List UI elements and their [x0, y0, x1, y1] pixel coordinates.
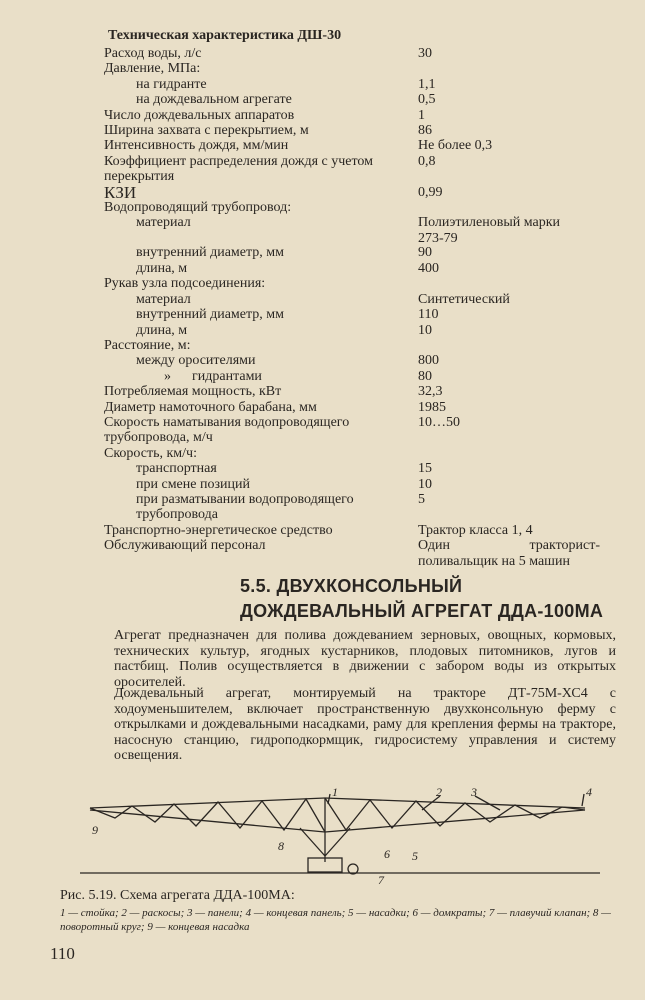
- figure-label: 6: [384, 847, 390, 861]
- spec-row: [104, 276, 624, 291]
- paragraph-text: Агрегат предназначен для полива дождеванием зерновых, овощных, кормовых, технических культур, ягодных кустарников, плодовых питомников, лугов и пастбищ. Полив осуществляется в движении с забором воды из открытых оросителей.: [114, 628, 616, 690]
- spec-value: 0,99: [418, 184, 443, 200]
- spec-value: 1,1: [418, 76, 436, 92]
- spec-value: 5: [418, 491, 425, 507]
- leader-1: [328, 794, 330, 804]
- spec-table: [104, 46, 624, 569]
- spec-value: Трактор класса 1, 4: [418, 522, 533, 538]
- spec-label: Скорость, км/ч:: [104, 445, 197, 461]
- truss-diagonals-left: [90, 799, 325, 832]
- truss-top-chord-left: [90, 798, 325, 808]
- spec-title: Техническая характеристика ДШ-30: [108, 28, 342, 43]
- spec-row: [104, 61, 624, 76]
- spec-label: Расход воды, л/с: [104, 46, 202, 61]
- spec-row: [104, 200, 624, 215]
- spec-label: Рукав узла подсоединения:: [104, 276, 266, 292]
- figure-label: 4: [586, 786, 592, 799]
- spec-row: [104, 384, 624, 399]
- spec-row: [104, 415, 624, 446]
- spec-value: 1985: [418, 399, 446, 415]
- leader-3: [475, 796, 500, 810]
- spec-label: длина, м: [136, 322, 188, 338]
- paragraph: [86, 628, 616, 690]
- spec-label: транспортная: [136, 461, 217, 477]
- spec-label: Ширина захвата с перекрытием, м: [104, 123, 309, 139]
- figure-label: 8: [278, 839, 284, 853]
- spec-label: Коэффициент распределения дождя с учетом перекрытия: [104, 153, 374, 185]
- spec-row: [104, 369, 624, 384]
- figure-caption: Рис. 5.19. Схема агрегата ДДА-100МА:: [60, 888, 295, 903]
- spec-row: [104, 323, 624, 338]
- spec-value: 10…50: [418, 414, 460, 430]
- spec-row: [104, 353, 624, 368]
- spec-value: 800: [418, 353, 439, 369]
- spec-label: на гидранте: [136, 76, 207, 92]
- spec-value: Синтетический: [418, 291, 510, 307]
- spec-row: [104, 245, 624, 260]
- spec-value: 30: [418, 46, 432, 61]
- figure-label: 1: [332, 786, 338, 799]
- spec-row: [104, 123, 624, 138]
- figure-label: 2: [436, 786, 442, 799]
- spec-value: 0,5: [418, 92, 436, 108]
- spec-label: внутренний диаметр, мм: [136, 307, 284, 323]
- spec-label: материал: [136, 215, 191, 231]
- figure-label: 9: [92, 823, 98, 837]
- figure-label: 7: [378, 873, 384, 886]
- figure-label: 3: [471, 786, 477, 799]
- section-heading: 5.5. ДВУХКОНСОЛЬНЫЙ ДОЖДЕВАЛЬНЫЙ АГРЕГАТ ДДА-100МА: [240, 576, 604, 621]
- spec-row: [104, 523, 624, 538]
- spec-value: Не более 0,3: [418, 138, 493, 154]
- spec-value: 10: [418, 476, 432, 492]
- spec-value: 86: [418, 123, 432, 139]
- figure-truss-diagram: [70, 786, 610, 886]
- spec-row: [104, 138, 624, 153]
- spec-value: 1: [418, 107, 425, 123]
- spec-label: Диаметр намоточного барабана, мм: [104, 399, 317, 415]
- spec-label: Потребляемая мощность, кВт: [104, 384, 282, 400]
- spec-row: [104, 292, 624, 307]
- spec-row: [104, 492, 624, 523]
- spec-row: [104, 338, 624, 353]
- spec-label: внутренний диаметр, мм: [136, 245, 284, 261]
- spec-label: длина, м: [136, 260, 188, 276]
- figure-label: 5: [412, 849, 418, 863]
- spec-label: Скорость наматывания водопроводящего трубопровода, м/ч: [104, 414, 350, 446]
- spec-row: [104, 261, 624, 276]
- page-number: 110: [50, 944, 75, 963]
- spec-row: [104, 154, 624, 185]
- spec-value: 110: [418, 307, 439, 323]
- paragraph-text: Дождевальный агрегат, монтируемый на тракторе ДТ-75М-ХС4 с ходоуменьшителем, включает пространственную двухконсольную ферму с открылками и дождевальными насадками, раму для крепления фермы на тракторе, насосную станцию, гидроподкормщик, гидросистему управления и систему освещения.: [114, 686, 616, 764]
- spec-label: Водопроводящий трубопровод:: [104, 200, 292, 216]
- spec-label: материал: [136, 291, 191, 307]
- spec-label: Транспортно-энергетическое средство: [104, 522, 333, 538]
- spec-value: 80: [418, 368, 432, 384]
- spec-value: 90: [418, 245, 432, 261]
- spec-value: 32,3: [418, 384, 443, 400]
- spec-value: 400: [418, 260, 439, 276]
- leader-4: [582, 794, 584, 806]
- spec-value: Полиэтиленовый марки 273-79: [418, 215, 560, 246]
- spec-label: при разматывании водопроводящего трубопровода: [136, 491, 354, 523]
- spec-row: [104, 92, 624, 107]
- spec-label: между оросителями: [136, 353, 256, 369]
- spec-row: [104, 215, 624, 245]
- spec-label: Интенсивность дождя, мм/мин: [104, 138, 289, 154]
- spec-label: КЗИ: [104, 182, 137, 202]
- spec-value: 10: [418, 322, 432, 338]
- spec-row: [104, 77, 624, 92]
- spec-label: Расстояние, м:: [104, 337, 191, 353]
- spec-label: » гидрантами: [164, 368, 262, 384]
- spec-value: Один тракторист-поливальщик на 5 машин: [418, 538, 600, 569]
- spec-label: Давление, МПа:: [104, 61, 201, 77]
- spec-row: [104, 46, 624, 61]
- spec-row: [104, 461, 624, 476]
- spec-label: Обслуживающий персонал: [104, 538, 266, 554]
- spec-row: [104, 446, 624, 461]
- paragraph: [86, 686, 616, 764]
- spec-row: [104, 538, 624, 569]
- truss-bottom-chord-right: [325, 810, 585, 832]
- spec-row: [104, 400, 624, 415]
- spec-row: [104, 182, 624, 202]
- spec-row: [104, 477, 624, 492]
- spec-value: 0,8: [418, 153, 436, 169]
- spec-label: Число дождевальных аппаратов: [104, 107, 295, 123]
- figure-legend: 1 — стойка; 2 — раскосы; 3 — панели; 4 — концевая панель; 5 — насадки; 6 — домкраты; 7 — плавучий клапан; 8 — поворотный круг; 9 — концевая насадка: [60, 907, 611, 933]
- spec-row: [104, 108, 624, 123]
- spec-value: 15: [418, 461, 432, 477]
- spec-label: на дождевальном агрегате: [136, 92, 292, 108]
- spec-label: при смене позиций: [136, 476, 250, 492]
- spec-row: [104, 307, 624, 322]
